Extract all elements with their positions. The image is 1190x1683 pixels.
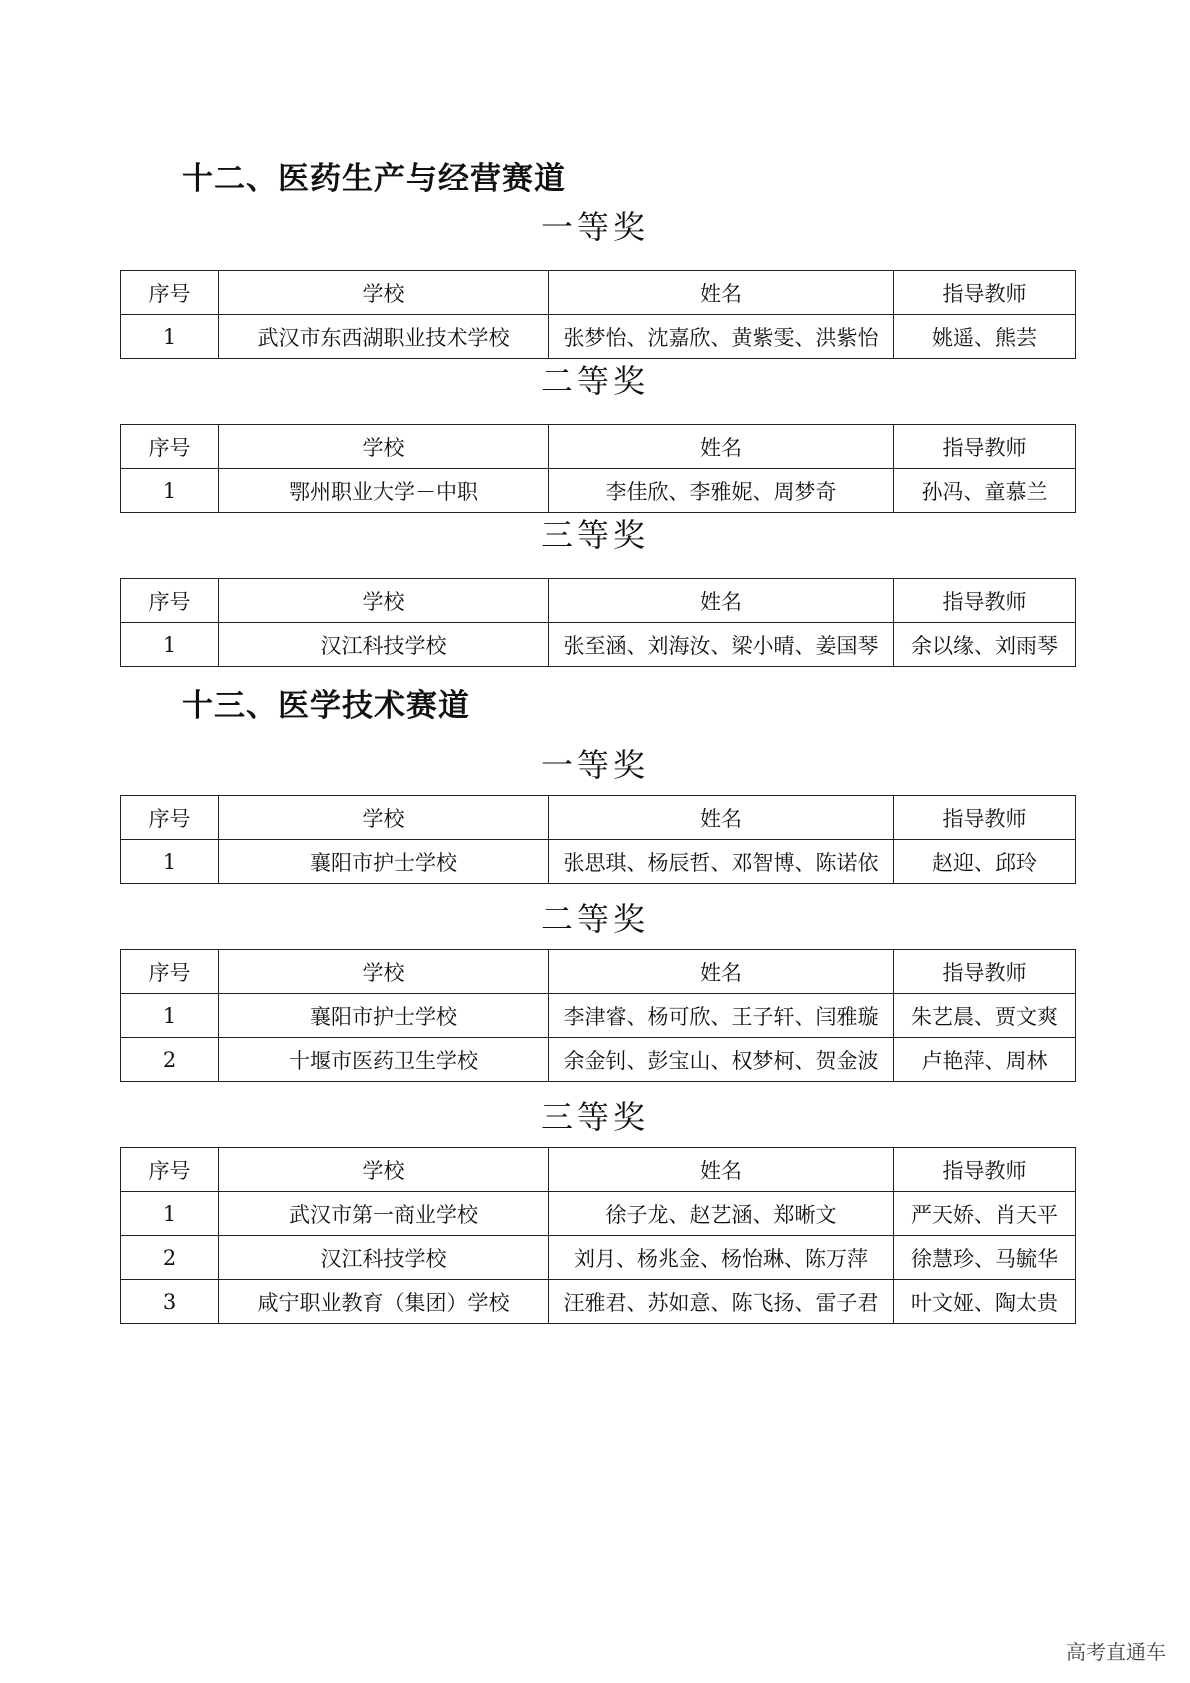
cell-teachers: 叶文娅、陶太贵 xyxy=(894,1280,1076,1324)
header-teachers: 指导教师 xyxy=(894,271,1076,315)
cell-teachers: 余以缘、刘雨琴 xyxy=(894,623,1076,667)
cell-teachers: 孙冯、童慕兰 xyxy=(894,469,1076,513)
award-title: 三等奖 xyxy=(540,1098,649,1136)
cell-index: 1 xyxy=(121,315,219,359)
cell-school: 汉江科技学校 xyxy=(219,623,549,667)
award-table xyxy=(120,270,1076,359)
table-row xyxy=(121,1038,1076,1082)
header-teachers: 指导教师 xyxy=(894,579,1076,623)
header-names: 姓名 xyxy=(549,1148,894,1192)
cell-index: 1 xyxy=(121,994,219,1038)
header-teachers: 指导教师 xyxy=(894,950,1076,994)
header-index: 序号 xyxy=(121,271,219,315)
award-title: 三等奖 xyxy=(540,516,649,554)
header-index: 序号 xyxy=(121,950,219,994)
table-row xyxy=(121,623,1076,667)
cell-school: 襄阳市护士学校 xyxy=(219,840,549,884)
award-title: 二等奖 xyxy=(540,900,649,938)
header-names: 姓名 xyxy=(549,579,894,623)
header-index: 序号 xyxy=(121,1148,219,1192)
table-row xyxy=(121,994,1076,1038)
cell-index: 1 xyxy=(121,469,219,513)
header-school: 学校 xyxy=(219,796,549,840)
table-header-row xyxy=(121,796,1076,840)
header-teachers: 指导教师 xyxy=(894,1148,1076,1192)
table-row xyxy=(121,1236,1076,1280)
header-index: 序号 xyxy=(121,579,219,623)
table-header-row xyxy=(121,950,1076,994)
header-school: 学校 xyxy=(219,950,549,994)
award-title: 一等奖 xyxy=(540,208,649,246)
cell-teachers: 赵迎、邱玲 xyxy=(894,840,1076,884)
award-title: 二等奖 xyxy=(540,362,649,400)
cell-names: 徐子龙、赵艺涵、郑晰文 xyxy=(549,1192,894,1236)
table-row xyxy=(121,1280,1076,1324)
award-table xyxy=(120,949,1076,1082)
award-table xyxy=(120,424,1076,513)
header-index: 序号 xyxy=(121,425,219,469)
header-teachers: 指导教师 xyxy=(894,796,1076,840)
cell-names: 李津睿、杨可欣、王子轩、闫雅璇 xyxy=(549,994,894,1038)
cell-teachers: 姚遥、熊芸 xyxy=(894,315,1076,359)
cell-names: 刘月、杨兆金、杨怡琳、陈万萍 xyxy=(549,1236,894,1280)
award-table xyxy=(120,795,1076,884)
award-table xyxy=(120,1147,1076,1324)
table-header-row xyxy=(121,579,1076,623)
award-title: 一等奖 xyxy=(540,746,649,784)
table-row xyxy=(121,469,1076,513)
section-title: 十二、医药生产与经营赛道 xyxy=(182,161,566,197)
cell-teachers: 严天娇、肖天平 xyxy=(894,1192,1076,1236)
header-names: 姓名 xyxy=(549,950,894,994)
cell-names: 李佳欣、李雅妮、周梦奇 xyxy=(549,469,894,513)
cell-index: 1 xyxy=(121,1192,219,1236)
header-school: 学校 xyxy=(219,1148,549,1192)
cell-school: 汉江科技学校 xyxy=(219,1236,549,1280)
cell-teachers: 徐慧珍、马毓华 xyxy=(894,1236,1076,1280)
cell-names: 张至涵、刘海汝、梁小晴、姜国琴 xyxy=(549,623,894,667)
cell-teachers: 朱艺晨、贾文爽 xyxy=(894,994,1076,1038)
section-title: 十三、医学技术赛道 xyxy=(182,688,470,724)
cell-names: 张思琪、杨辰哲、邓智博、陈诺依 xyxy=(549,840,894,884)
cell-school: 十堰市医药卫生学校 xyxy=(219,1038,549,1082)
header-school: 学校 xyxy=(219,579,549,623)
cell-index: 2 xyxy=(121,1236,219,1280)
cell-names: 张梦怡、沈嘉欣、黄紫雯、洪紫怡 xyxy=(549,315,894,359)
cell-names: 余金钊、彭宝山、权梦柯、贺金波 xyxy=(549,1038,894,1082)
header-index: 序号 xyxy=(121,796,219,840)
header-names: 姓名 xyxy=(549,796,894,840)
table-header-row xyxy=(121,271,1076,315)
table-row xyxy=(121,315,1076,359)
cell-school: 襄阳市护士学校 xyxy=(219,994,549,1038)
header-teachers: 指导教师 xyxy=(894,425,1076,469)
table-header-row xyxy=(121,425,1076,469)
header-school: 学校 xyxy=(219,271,549,315)
header-school: 学校 xyxy=(219,425,549,469)
table-header-row xyxy=(121,1148,1076,1192)
cell-index: 3 xyxy=(121,1280,219,1324)
cell-index: 1 xyxy=(121,840,219,884)
award-table xyxy=(120,578,1076,667)
cell-index: 1 xyxy=(121,623,219,667)
header-names: 姓名 xyxy=(549,425,894,469)
cell-school: 武汉市第一商业学校 xyxy=(219,1192,549,1236)
table-row xyxy=(121,840,1076,884)
cell-school: 鄂州职业大学－中职 xyxy=(219,469,549,513)
cell-school: 武汉市东西湖职业技术学校 xyxy=(219,315,549,359)
table-row xyxy=(121,1192,1076,1236)
header-names: 姓名 xyxy=(549,271,894,315)
watermark: 高考直通车 xyxy=(1066,1640,1166,1664)
cell-names: 汪雅君、苏如意、陈飞扬、雷子君 xyxy=(549,1280,894,1324)
cell-teachers: 卢艳萍、周林 xyxy=(894,1038,1076,1082)
cell-school: 咸宁职业教育（集团）学校 xyxy=(219,1280,549,1324)
cell-index: 2 xyxy=(121,1038,219,1082)
